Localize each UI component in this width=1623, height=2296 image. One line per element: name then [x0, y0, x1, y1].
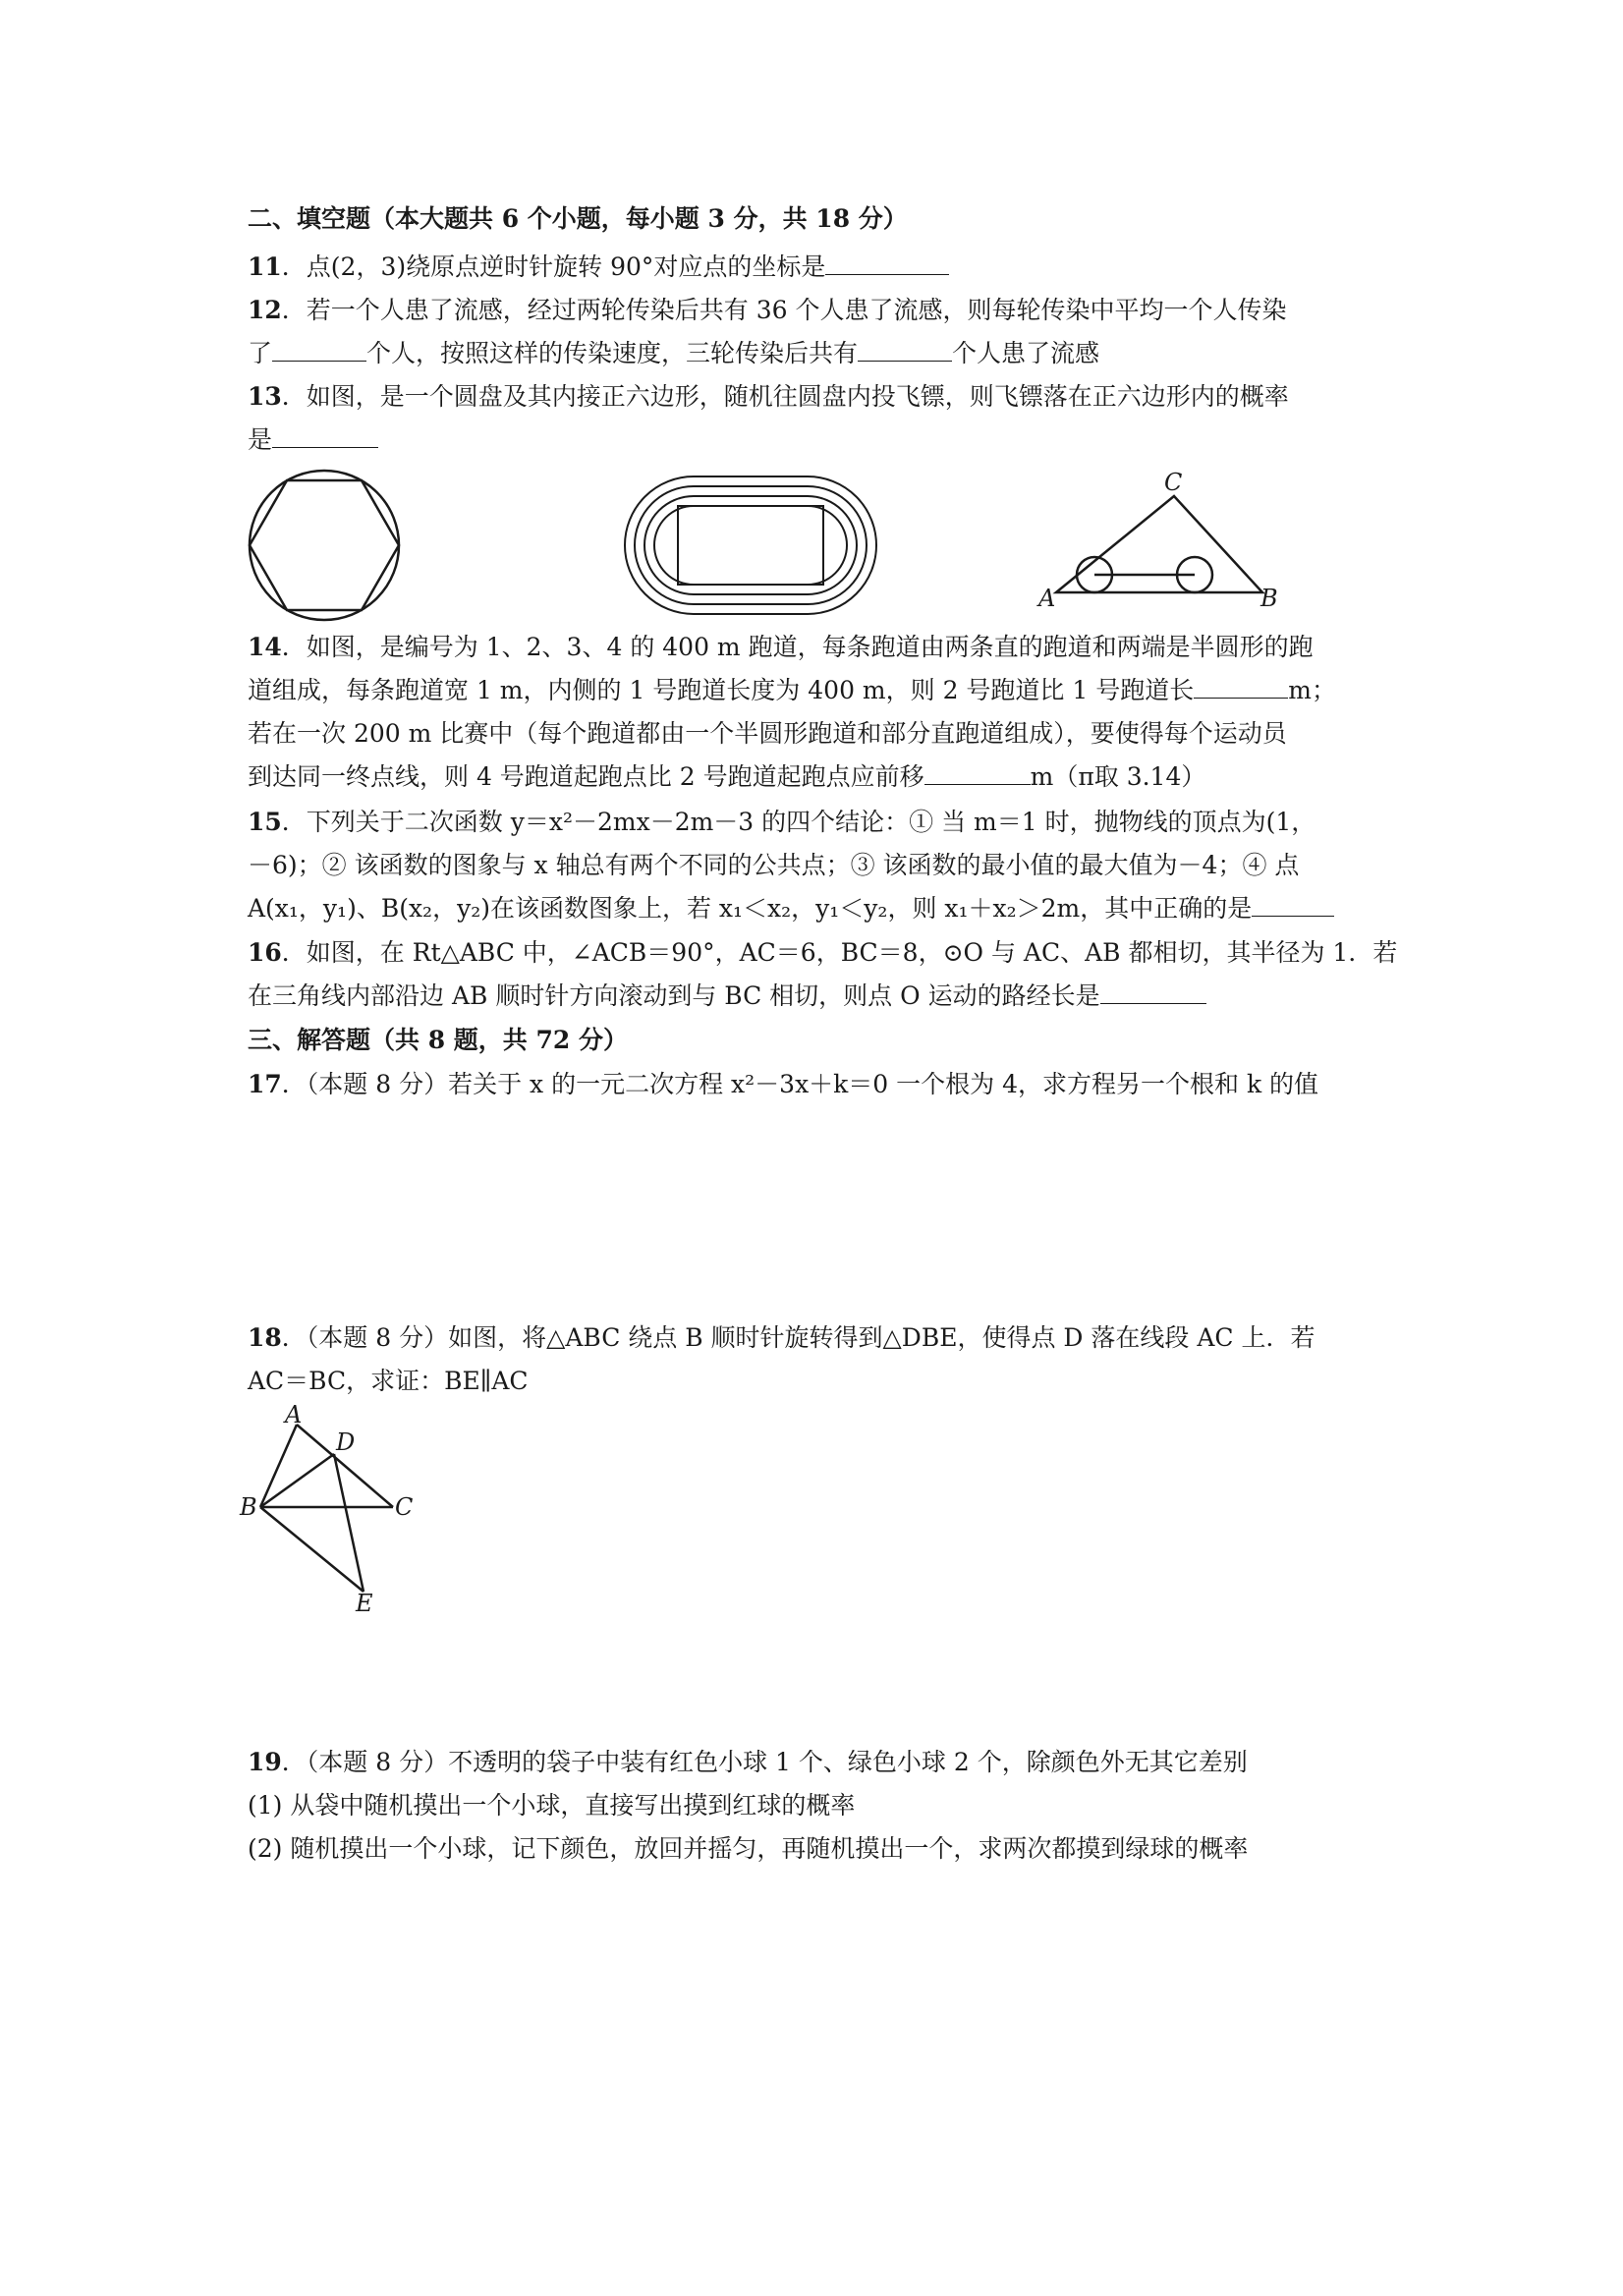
- question-12-line1: [248, 289, 1387, 332]
- question-19-sub2: (2) 随机摸出一个小球，记下颜色，放回并摇匀，再随机摸出一个，求两次都摸到绿球的概率: [248, 1834, 1249, 1863]
- question-14-line1: [248, 626, 1387, 669]
- question-13-line2: [248, 419, 1387, 462]
- question-text: 个人，按照这样的传染速度，三轮传染后共有: [366, 339, 859, 367]
- label-d: D: [336, 1428, 356, 1456]
- label-a: A: [1038, 585, 1056, 612]
- section3-heading: 三、解答题（共 8 题，共 72 分）: [248, 1026, 629, 1054]
- question-text: 道组成，每条跑道宽 1 m，内侧的 1 号跑道长度为 400 m，则 2 号跑道比 1 号跑道长: [248, 676, 1195, 704]
- answer-blank[interactable]: [924, 758, 1031, 785]
- question-15-line2: －6)；② 该函数的图象与 x 轴总有两个不同的公共点；③ 该函数的最小值的最大值为－4；④ 点: [248, 851, 1300, 879]
- question-text: 在三角线内部沿边 AB 顺时针方向滚动到与 BC 相切，则点 O 运动的路经长是: [248, 981, 1100, 1010]
- question-18-line2: AC＝BC，求证：BE∥AC: [248, 1367, 529, 1395]
- rotation-triangles-figure: [240, 1401, 432, 1617]
- triangle-rolling-circle-figure: [1036, 467, 1292, 614]
- question-text: ．下列关于二次函数 y＝x²－2mx－2m－3 的四个结论：① 当 m＝1 时，抛物线的顶点为(1，: [281, 808, 1316, 836]
- answer-blank[interactable]: [1194, 672, 1288, 699]
- question-19-sub1: (1) 从袋中随机摸出一个小球，直接写出摸到红球的概率: [248, 1791, 856, 1820]
- question-text: ．若一个人患了流感，经过两轮传染后共有 36 个人患了流感，则每轮传染中平均一个人传染: [281, 296, 1287, 324]
- question-text: ．如图，是编号为 1、2、3、4 的 400 m 跑道，每条跑道由两条直的跑道和两端是半圆形的跑: [281, 633, 1314, 661]
- question-16-line2: [248, 975, 1387, 1018]
- label-e: E: [356, 1590, 373, 1617]
- question-number: 18: [248, 1323, 282, 1352]
- question-number: 17: [248, 1070, 282, 1098]
- question-text: 到达同一终点线，则 4 号跑道起跑点比 2 号跑道起跑点应前移: [248, 762, 924, 791]
- question-text: ．（本题 8 分）若关于 x 的一元二次方程 x²－3x＋k＝0 一个根为 4，求方程另一个根和 k 的值: [281, 1070, 1319, 1098]
- question-number: 11: [248, 252, 282, 281]
- question-number: 15: [248, 808, 282, 836]
- question-number: 19: [248, 1748, 282, 1776]
- question-number: 12: [248, 296, 282, 324]
- label-c: C: [395, 1493, 414, 1521]
- question-text: m（π取 3.14）: [1030, 762, 1206, 791]
- question-text: 是: [248, 425, 273, 454]
- question-15-line3: [248, 887, 1387, 930]
- question-text: ．如图，在 Rt△ABC 中，∠ACB＝90°，AC＝6，BC＝8，⊙O 与 AC、AB 都相切，其半径为 1．若: [281, 938, 1398, 967]
- question-text: 了: [248, 339, 273, 367]
- question-17: [248, 1063, 1387, 1106]
- label-a: A: [285, 1401, 303, 1428]
- question-text: ．（本题 8 分）如图，将△ABC 绕点 B 顺时针旋转得到△DBE，使得点 D 落在线段 AC 上．若: [281, 1323, 1315, 1352]
- question-16-line1: [248, 931, 1398, 975]
- question-13-line1: [248, 375, 1387, 419]
- question-11: [248, 246, 1387, 289]
- question-14-line3: 若在一次 200 m 比赛中（每个跑道都由一个半圆形跑道和部分直跑道组成），要使得每个运动员: [248, 719, 1287, 748]
- answer-blank[interactable]: [1252, 890, 1334, 917]
- question-12-line2: [248, 332, 1387, 375]
- question-text: m；: [1288, 676, 1336, 704]
- question-15-line1: [248, 801, 1387, 844]
- label-c: C: [1164, 469, 1183, 496]
- question-14-line4: [248, 756, 1387, 799]
- answer-blank[interactable]: [272, 421, 378, 448]
- question-text: ．如图，是一个圆盘及其内接正六边形，随机往圆盘内投飞镖，则飞镖落在正六边形内的概率: [281, 382, 1289, 411]
- section2-heading: 二、填空题（本大题共 6 个小题，每小题 3 分，共 18 分）: [248, 204, 908, 233]
- running-track-figure: [623, 475, 878, 616]
- label-b: B: [240, 1493, 257, 1521]
- question-text: ．点(2，3)绕原点逆时针旋转 90°对应点的坐标是: [281, 252, 826, 281]
- answer-blank[interactable]: [1100, 978, 1206, 1004]
- question-text: ．（本题 8 分）不透明的袋子中装有红色小球 1 个、绿色小球 2 个，除颜色外无其它差别: [281, 1748, 1248, 1776]
- answer-blank[interactable]: [825, 249, 949, 275]
- answer-blank[interactable]: [858, 335, 952, 362]
- question-text: A(x₁，y₁)、B(x₂，y₂)在该函数图象上，若 x₁＜x₂，y₁＜y₂，则 x₁＋x₂＞2m，其中正确的是: [248, 894, 1253, 923]
- hexagon-circle-figure: [246, 467, 403, 624]
- question-text: 个人患了流感: [952, 339, 1100, 367]
- question-number: 13: [248, 382, 282, 411]
- label-b: B: [1260, 585, 1278, 612]
- question-14-line2: [248, 669, 1387, 712]
- question-18-line1: [248, 1316, 1387, 1360]
- question-19-line1: [248, 1741, 1387, 1784]
- question-number: 16: [248, 938, 282, 967]
- question-number: 14: [248, 633, 282, 661]
- answer-blank[interactable]: [272, 335, 366, 362]
